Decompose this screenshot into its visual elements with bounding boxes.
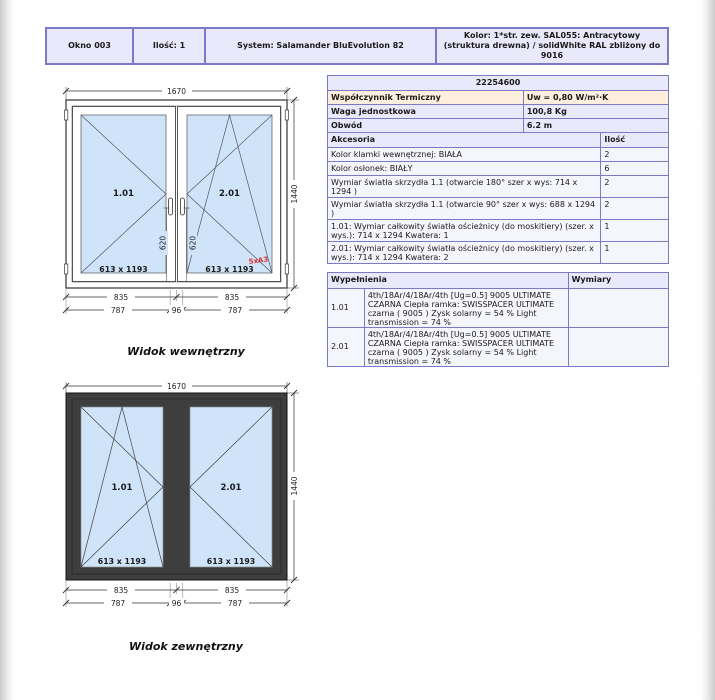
dim-label-787: 787: [110, 599, 126, 608]
dim-label-1440: 1440: [290, 476, 299, 496]
dimension-total-height: [287, 97, 299, 291]
dim-label-620: 620: [158, 235, 168, 251]
dim-label-96: 96: [171, 306, 182, 315]
dim-label-787: 787: [110, 306, 126, 315]
filling-desc: 4th/18Ar/4/18Ar/4th [Ug=0.5] 9005 ULTIMATE CZARNA Ciepła ramka: SWISSPACER ULTIMATE czarna ( 9005 ) Zysk solarny = 54 % Light transmission = 74 %: [364, 328, 568, 366]
dim-label-835: 835: [113, 293, 129, 302]
table-row: [328, 161, 668, 175]
perimeter-label: Obwód: [331, 120, 363, 130]
pane-label-2: 2.01: [219, 189, 240, 199]
info-table: [327, 75, 669, 264]
filling-desc: 4th/18Ar/4/18Ar/4th [Ug=0.5] 9005 ULTIMATE CZARNA Ciepła ramka: SWISSPACER ULTIMATE czarna ( 9005 ) Zysk solarny = 54 % Light transmission = 74 %: [364, 289, 568, 327]
table-row: [328, 288, 668, 327]
order-number-row: [328, 76, 668, 90]
table-row: [328, 241, 668, 263]
order-number: 22254600: [475, 78, 521, 88]
filling-dims: [568, 328, 668, 366]
accessory-name: 2.01: Wymiar całkowity światła ościeżnicy (do moskitiery) (szer. x wys.): 714 x 1294 Kwatera: 2: [331, 243, 594, 262]
accessory-name: Kolor osłonek: BIAŁY: [331, 163, 413, 173]
accessory-name: Kolor klamki wewnętrznej: BIAŁA: [331, 149, 463, 159]
interior-view-caption: Widok wewnętrzny: [127, 345, 245, 358]
table-row: [328, 327, 668, 366]
accessories-header-qty: Ilość: [600, 133, 668, 147]
thermal-row: [328, 90, 668, 104]
accessory-name: Wymiar światła skrzydła 1.1 (otwarcie 90° szer x wys: 688 x 1294 ): [331, 199, 596, 218]
perimeter-value: 6.2 m: [523, 119, 668, 132]
fillings-header-name: Wypełnienia: [331, 274, 387, 284]
filling-dims: [568, 289, 668, 327]
filling-id: 2.01: [331, 342, 349, 352]
handle-icon: [169, 198, 173, 215]
table-row: [328, 197, 668, 219]
weight-row: [328, 104, 668, 118]
dim-label-1670: 1670: [166, 87, 187, 96]
fillings-header-dims: Wymiary: [568, 273, 668, 288]
pane-label-1: 1.01: [113, 189, 134, 199]
page-edge-left: [0, 0, 14, 700]
dimension-total-height: [287, 390, 299, 583]
dimension-bottom-rows: [63, 288, 290, 315]
table-row: [328, 219, 668, 241]
perimeter-row: [328, 118, 668, 132]
dim-label-96: 96: [171, 599, 182, 608]
fillings-table: [327, 272, 669, 367]
dimension-total-width: [63, 381, 290, 393]
glass-size-label: 613 x 1193: [99, 265, 148, 274]
color-cell: Kolor: 1*str. zew. SAL055: Antracytowy (struktura drewna) / solidWhite RAL zbliżony do 9016: [435, 29, 667, 63]
table-row: [328, 175, 668, 197]
glass-size-label: 613 x 1193: [97, 557, 147, 566]
dim-label-1440: 1440: [290, 184, 299, 204]
page-edge-right: [701, 0, 715, 700]
dim-label-787: 787: [227, 306, 243, 315]
accessories-header-row: [328, 132, 668, 147]
table-row: [328, 147, 668, 161]
red-note-annotation: 5xA3: [248, 255, 269, 266]
window-id-cell: Okno 003: [68, 41, 111, 50]
thermal-label: Współczynnik Termiczny: [331, 92, 441, 102]
interior-window-drawing: [40, 78, 310, 342]
exterior-view-caption: Widok zewnętrzny: [129, 640, 243, 653]
accessory-qty: 1: [600, 242, 668, 263]
accessories-header-name: Akcesoria: [331, 134, 376, 144]
order-header-table: [45, 27, 669, 65]
handle-icon: [180, 198, 184, 215]
thermal-value: Uw = 0,80 W/m²·K: [523, 91, 668, 104]
quantity-cell: Ilość: 1: [132, 29, 204, 63]
fillings-header-row: [328, 273, 668, 288]
accessory-name: Wymiar światła skrzydła 1.1 (otwarcie 180° szer x wys: 714 x 1294 ): [331, 177, 578, 196]
dim-label-620: 620: [188, 235, 198, 251]
accessory-name: 1.01: Wymiar całkowity światła ościeżnicy (do moskitiery) (szer. x wys.): 714 x 1294 Kwatera: 1: [331, 221, 594, 240]
weight-label: Waga jednostkowa: [331, 106, 416, 116]
dim-label-835: 835: [224, 586, 240, 595]
exterior-window-drawing: [40, 378, 310, 634]
accessory-qty: 1: [600, 220, 668, 241]
dim-label-835: 835: [113, 586, 129, 595]
dim-label-1670: 1670: [166, 382, 187, 391]
glass-size-label: 613 x 1193: [206, 557, 256, 566]
pane-label-1: 1.01: [111, 483, 133, 493]
pane-label-2: 2.01: [220, 483, 242, 493]
accessory-qty: 6: [600, 162, 668, 175]
dimension-total-width: [63, 86, 290, 100]
accessory-qty: 2: [600, 198, 668, 219]
glass-size-label: 613 x 1193: [205, 265, 254, 274]
filling-id: 1.01: [331, 303, 349, 313]
dim-label-787: 787: [227, 599, 243, 608]
dim-label-835: 835: [224, 293, 240, 302]
accessory-qty: 2: [600, 176, 668, 197]
accessory-qty: 2: [600, 148, 668, 161]
system-cell: System: Salamander BluEvolution 82: [204, 29, 435, 63]
dimension-bottom-rows: [63, 580, 290, 608]
weight-value: 100,8 Kg: [523, 105, 668, 118]
